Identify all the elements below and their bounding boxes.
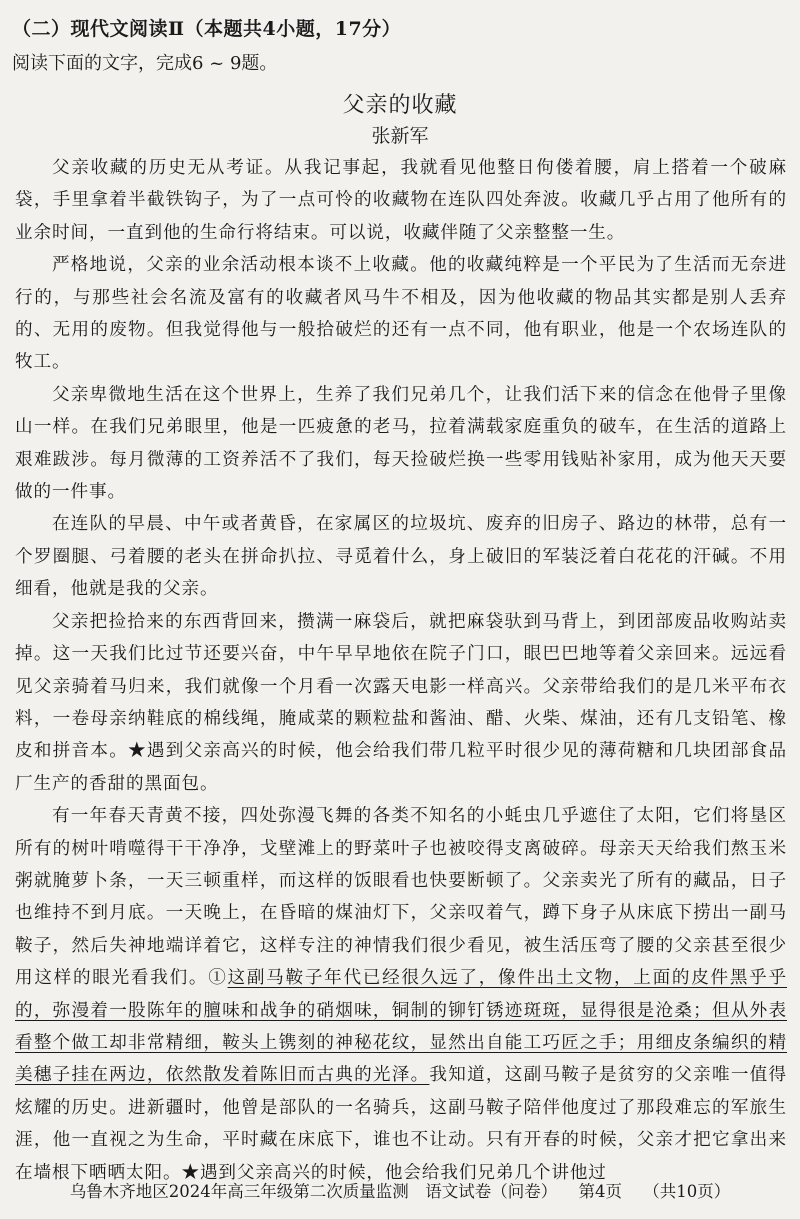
page-total: （共10页） xyxy=(643,1182,731,1201)
paragraph: 父亲卑微地生活在这个世界上，生养了我们兄弟几个，让我们活下来的信念在他骨子里像山一样。在我们兄弟眼里，他是一匹疲惫的老马，拉着满载家庭重负的破车，在生活的道路上艰难跋涉。每月微薄的工资养活不了我们，每天捡破烂换一些零用钱贴补家用，成为他天天要做的一件事。 xyxy=(15,384,787,503)
exam-name: 乌鲁木齐地区2024年高三年级第二次质量监测 语文试卷（问卷） xyxy=(69,1182,558,1201)
paragraph: 父亲把捡拾来的东西背回来，攒满一麻袋后，就把麻袋驮到马背上，到团部废品收购站卖掉。这一天我们比过节还要兴奋，中午早早地依在院子门口，眼巴巴地等着父亲回来。远远看见父亲骑着马归来，我们就像一个月看一次露天电影一样高兴。父亲带给我们的是几米平布衣料，一卷母亲纳鞋底的棉线绳，腌咸菜的颗粒盐和酱油、醋、火柴、煤油，还有几支铅笔、橡皮和拼音本。★遇到父亲高兴的时候，他会给我们带几粒平时很少见的薄荷糖和几块团部食品厂生产的香甜的黑面包。 xyxy=(15,611,787,794)
paragraph xyxy=(15,800,787,1189)
paragraph-text: 我知道，这副马鞍子是贫穷的父亲唯一值得炫耀的历史。进新疆时，他曾是部队的一名骑兵，这副马鞍子陪伴他度过了那段难忘的军旅生涯，他一直视之为生命，平时藏在床底下，谁也不让动。只有开春的时候，父亲才把它拿出来在墙根下晒晒太阳。★遇到父亲高兴的时候，他会给我们兄弟几个讲他过 xyxy=(15,1065,787,1183)
paragraph: 严格地说，父亲的业余活动根本谈不上收藏。他的收藏纯粹是一个平民为了生活而无奈进行的，与那些社会名流及富有的收藏者风马牛不相及，因为他收藏的物品其实都是别人丢弃的、无用的废物。但我觉得他与一般拾破烂的还有一点不同，他有职业，他是一个农场连队的牧工。 xyxy=(15,255,787,373)
paragraph: 在连队的早晨、中午或者黄昏，在家属区的垃圾坑、废弃的旧房子、路边的林带，总有一个罗圈腿、弓着腰的老头在拼命扒拉、寻觅着什么，身上破旧的军装泛着白花花的汗碱。不用细看，他就是我的父亲。 xyxy=(15,514,787,600)
page-footer xyxy=(0,1178,800,1202)
underlined-passage: 这副马鞍子年代已经很久远了，像件出土文物，上面的皮件黑乎乎的，弥漫着一股陈年的膻味和战争的硝烟味，铜制的铆钉锈迹斑斑，显得很是沧桑；但从外表看整个做工却非常精细，鞍头上镌刻的神秘花纹，显然出自能工巧匠之手；用细皮条编织的精美穗子挂在两边，依然散发着陈旧而古典的光泽。 xyxy=(15,968,787,1086)
reading-instruction: 阅读下面的文字，完成6 ~ 9题。 xyxy=(12,53,278,74)
section-title: （二）现代文阅读Ⅱ（本题共4小题，17分） xyxy=(12,18,402,40)
article-title: 父亲的收藏 xyxy=(342,93,458,118)
paragraph: 父亲收藏的历史无从考证。从我记事起，我就看见他整日佝偻着腰，肩上搭着一个破麻袋，手里拿着半截铁钩子，为了一点可怜的收藏物在连队四处奔波。收藏几乎占用了他所有的业余时间，一直到他的生命行将结束。可以说，收藏伴随了父亲整整一生。 xyxy=(15,158,787,243)
article-author: 张新军 xyxy=(371,125,429,147)
paragraph-text: 有一年春天青黄不接，四处弥漫飞舞的各类不知名的小蚝虫几乎遮住了太阳，它们将垦区所有的树叶啃噬得干干净净，戈壁滩上的野菜叶子也被咬得支离破碎。母亲天天给我们熬玉米粥就腌萝卜条，一天三顿重样，而这样的饭眼看也快要断顿了。父亲卖光了所有的藏品，日子也维持不到月底。一天晚上，在昏暗的煤油灯下，父亲叹着气，蹲下身子从床底下捞出一副马鞍子，然后失神地端详着它，这样专注的神情我们很少看见，被生活压弯了腰的父亲甚至很少用这样的眼光看我们。① xyxy=(15,806,787,989)
page-number: 第4页 xyxy=(578,1182,622,1201)
article-body xyxy=(15,152,787,1189)
